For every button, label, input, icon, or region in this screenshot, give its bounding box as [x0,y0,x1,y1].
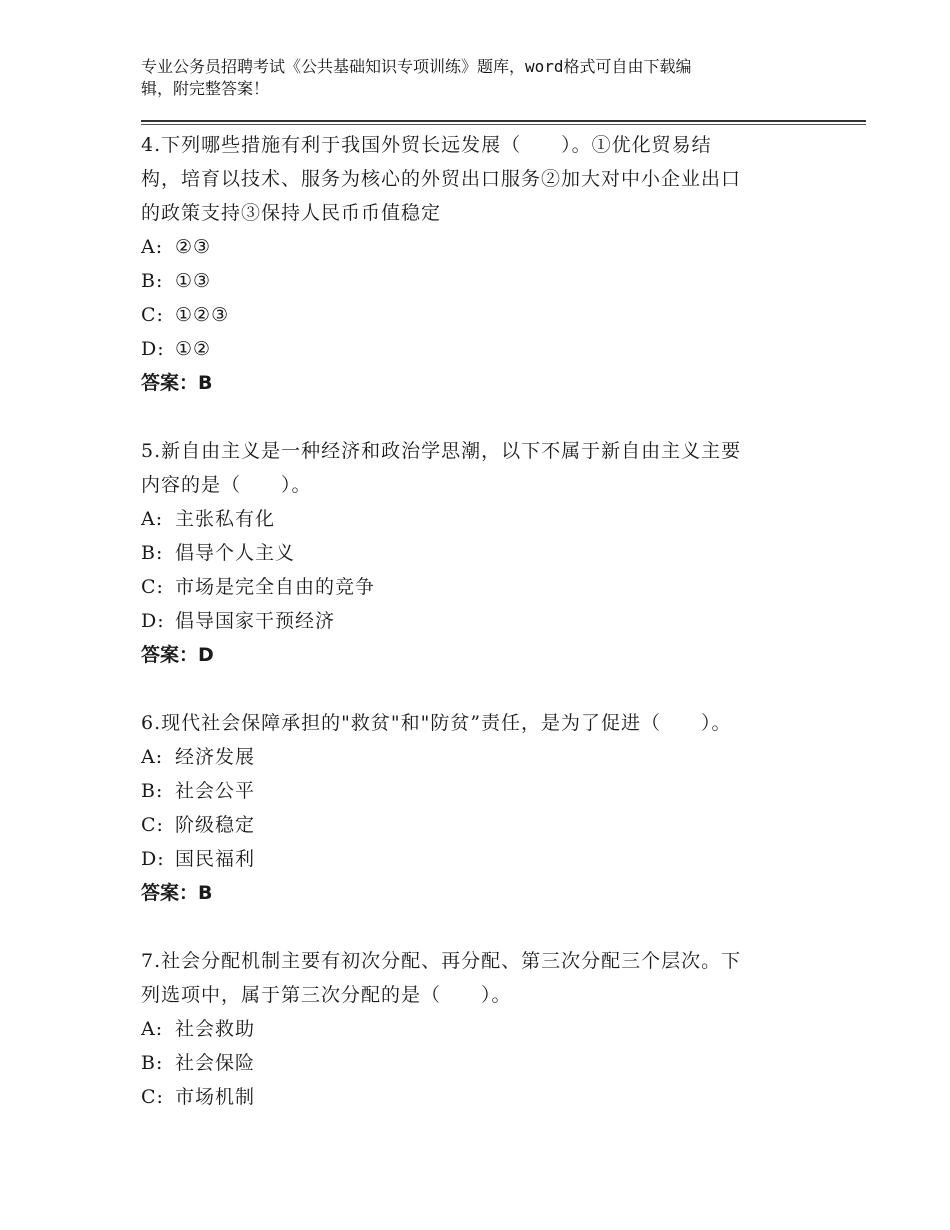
option-letter: A: [141,508,164,530]
option-text: ①② [175,338,212,360]
option-text: 社会救助 [175,1018,256,1040]
option-b [141,1046,801,1080]
option-letter: A: [141,746,164,768]
option-d [141,604,801,638]
question-stem-line: 构，培育以技术、服务为核心的外贸出口服务②加大对中小企业出口 [141,168,742,190]
option-text: 市场机制 [175,1086,256,1108]
option-letter: A: [141,1018,164,1040]
option-letter: B: [141,542,164,564]
question-block [141,434,801,672]
question-block [141,128,801,400]
option-letter: C: [141,1086,164,1108]
option-text: ①③ [175,270,212,292]
header-line-1: 专业公务员招聘考试《公共基础知识专项训练》题库，word格式可自由下载编 [141,57,692,76]
option-a [141,740,801,774]
question-stem-line: 6.现代社会保障承担的"救贫"和"防贫”责任，是为了促进（ ）。 [141,712,732,734]
spacer [141,910,801,944]
question-block [141,706,801,910]
option-a [141,230,801,264]
question-stem-line: 7.社会分配机制主要有初次分配、再分配、第三次分配三个层次。下 [141,950,742,972]
question-block [141,944,801,1114]
option-d [141,842,801,876]
spacer [141,672,801,706]
option-c [141,298,801,332]
option-letter: D: [141,848,165,870]
option-letter: D: [141,338,165,360]
option-letter: C: [141,304,164,326]
option-text: 阶级稳定 [175,814,256,836]
header-divider-thin [141,124,866,125]
option-a [141,1012,801,1046]
option-letter: B: [141,270,164,292]
option-letter: A: [141,236,164,258]
option-b [141,536,801,570]
option-c [141,1080,801,1114]
option-letter: C: [141,814,164,836]
document-header [141,56,801,100]
option-a [141,502,801,536]
option-letter: C: [141,576,164,598]
option-text: 经济发展 [175,746,256,768]
option-text: ①②③ [175,304,230,326]
question-list [141,128,801,1114]
option-d [141,332,801,366]
option-text: ②③ [175,236,212,258]
question-stem-line: 4.下列哪些措施有利于我国外贸长远发展（ ）。①优化贸易结 [141,134,712,156]
option-text: 国民福利 [175,848,256,870]
option-text: 主张私有化 [175,508,276,530]
option-letter: B: [141,780,164,802]
option-c [141,570,801,604]
option-text: 社会公平 [175,780,256,802]
answer-line: 答案：D [141,644,214,666]
question-stem-line: 列选项中，属于第三次分配的是（ ）。 [141,984,512,1006]
question-stem-line: 内容的是（ ）。 [141,474,312,496]
option-text: 倡导个人主义 [175,542,296,564]
option-b [141,264,801,298]
header-line-2: 辑，附完整答案！ [141,79,270,98]
option-c [141,808,801,842]
question-stem-line: 5.新自由主义是一种经济和政治学思潮，以下不属于新自由主义主要 [141,440,742,462]
option-text: 社会保险 [175,1052,256,1074]
option-text: 市场是完全自由的竞争 [175,576,376,598]
option-text: 倡导国家干预经济 [175,610,336,632]
header-divider-thick [141,120,866,122]
answer-line: 答案：B [141,372,213,394]
answer-line: 答案：B [141,882,213,904]
option-letter: B: [141,1052,164,1074]
option-b [141,774,801,808]
option-letter: D: [141,610,165,632]
question-stem-line: 的政策支持③保持人民币币值稳定 [141,202,442,224]
spacer [141,400,801,434]
